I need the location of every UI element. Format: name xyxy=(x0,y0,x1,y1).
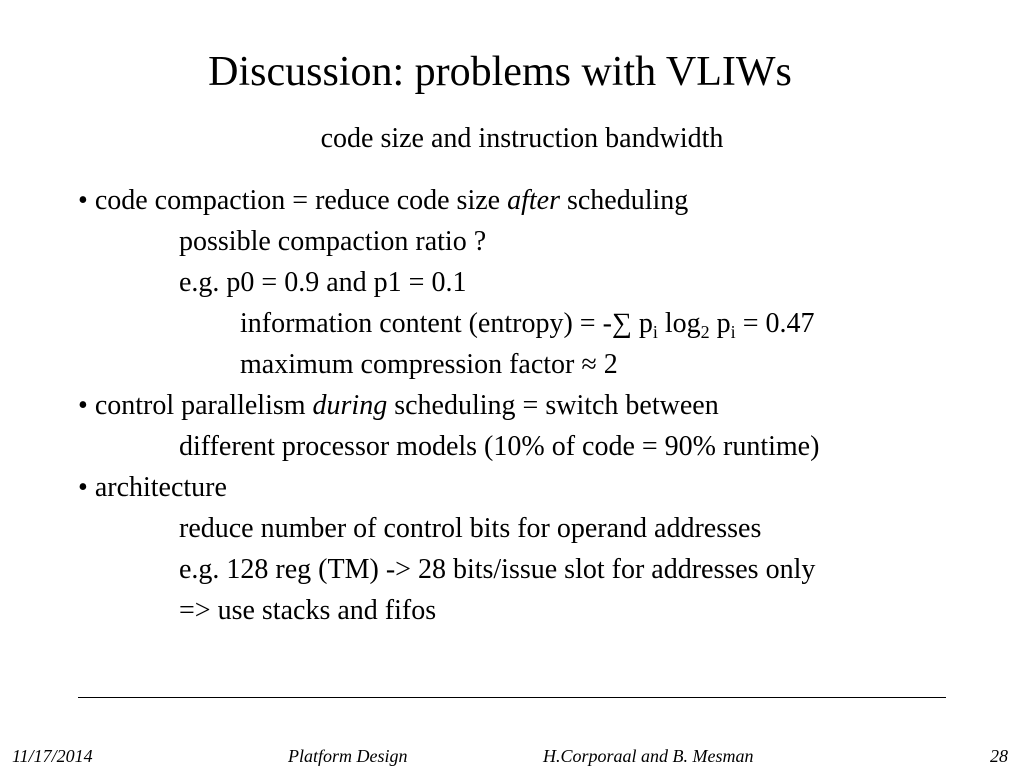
entropy-result: = 0.47 xyxy=(742,308,815,339)
entropy-term: p xyxy=(638,308,653,339)
sigma-symbol: ∑ xyxy=(611,308,632,339)
bullet-mark: • xyxy=(78,185,88,216)
subscript-base: 2 xyxy=(700,322,710,342)
entropy-term: log xyxy=(664,308,701,339)
sub-item-entropy xyxy=(240,307,814,341)
bullet-text: control parallelism xyxy=(94,390,306,421)
bullet-mark: • xyxy=(78,390,88,421)
sub-item-compression-factor: maximum compression factor ≈ 2 xyxy=(240,349,618,380)
bullet-text: architecture xyxy=(94,472,227,503)
footer-authors: H.Corporaal and B. Mesman xyxy=(543,746,754,766)
bullet-control-parallelism xyxy=(78,389,719,423)
sub-item-compaction-ratio: possible compaction ratio ? xyxy=(179,226,487,257)
sub-item-control-bits: reduce number of control bits for operand addresses xyxy=(179,513,762,544)
emphasis-text: after xyxy=(507,185,560,216)
entropy-text: information content (entropy) = - xyxy=(240,308,612,339)
footer-divider xyxy=(78,697,946,698)
subscript-index: i xyxy=(730,322,736,342)
sub-item-probabilities: e.g. p0 = 0.9 and p1 = 0.1 xyxy=(179,267,467,298)
entropy-term: p xyxy=(716,308,731,339)
footer-page-number: 28 xyxy=(990,746,1008,766)
slide-title: Discussion: problems with VLIWs xyxy=(208,49,792,95)
sub-item-register-example: e.g. 128 reg (TM) -> 28 bits/issue slot for addresses only xyxy=(179,554,816,585)
bullet-mark: • xyxy=(78,472,88,503)
emphasis-text: during xyxy=(312,390,388,421)
bullet-architecture xyxy=(78,471,227,505)
subscript-index: i xyxy=(652,322,658,342)
bullet-text: scheduling xyxy=(566,185,689,216)
bullet-text: code compaction = reduce code size xyxy=(94,185,501,216)
sub-item-processor-models: different processor models (10% of code = 90% runtime) xyxy=(179,431,820,462)
footer-course: Platform Design xyxy=(288,746,408,766)
bullet-code-compaction xyxy=(78,184,688,218)
footer-date: 11/17/2014 xyxy=(12,746,93,766)
slide-subtitle: code size and instruction bandwidth xyxy=(320,123,724,154)
bullet-text: scheduling = switch between xyxy=(394,390,719,421)
sub-item-stacks-fifos: => use stacks and fifos xyxy=(179,595,437,626)
